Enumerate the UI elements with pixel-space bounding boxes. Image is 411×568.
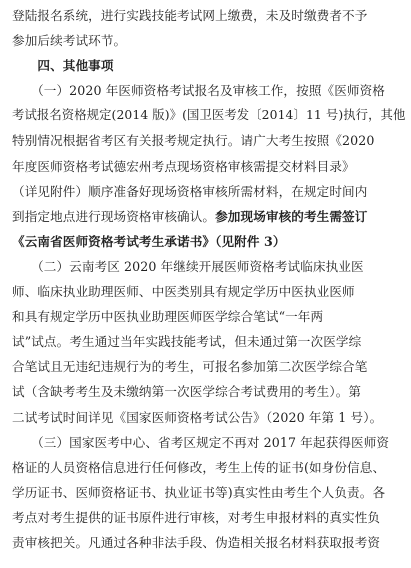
text-line: 合笔试且无违纪违规行为的考生，可报名参加第二次医学综合笔 (12, 359, 368, 375)
text-line (12, 204, 401, 229)
text-line: 登陆报名系统，进行实践技能考试网上缴费，未及时缴费者不予 (12, 8, 368, 23)
text-run: 到指定地点进行现场资格审核确认。 (12, 208, 216, 224)
text-line: 和具有规定学历中医执业助理医师医学综合笔试“一年两 (12, 309, 324, 325)
text-line: 年度医师资格考试德宏州考点现场资格审核需提交材料目录》 (12, 158, 355, 174)
text-line: 试（含缺考考生及未缴纳第一次医学综合考试费用的考生）。第 (12, 384, 362, 400)
text-line (12, 229, 401, 254)
text-line: 格证的人员资格信息进行任何修改，考生上传的证书(如身份信息、 (12, 459, 386, 475)
text-line: 试”试点。考生通过当年实践技能考试，但未通过第一次医学综 (12, 334, 362, 350)
text-line: 师、临床执业助理医师、中医类别具有规定学历中医执业医师 (12, 284, 355, 300)
text-line: 二试考试时间详见《国家医师资格考试公告》（2020 年第 1 号）。 (12, 409, 383, 425)
text-line (12, 53, 401, 78)
bold-text: 四、其他事项 (12, 58, 114, 74)
text-line: （详见附件）顺序准备好现场资格审核所需材料，在规定时间内 (12, 183, 368, 199)
text-line: 考点对考生提供的证书原件进行审核，对考生申报材料的真实性负 (12, 509, 381, 525)
text-line: 参加后续考试环节。 (12, 33, 127, 49)
bold-text: 参加现场审核的考生需签订 (215, 208, 368, 224)
text-line: （一）2020 年医师资格考试报名及审核工作，按照《医师资格 (12, 83, 385, 99)
text-line: 学历证书、医师资格证书、执业证书等)真实性由考生个人负责。各 (12, 484, 386, 500)
text-line: （二）云南考区 2020 年继续开展医师资格考试临床执业医 (12, 258, 364, 274)
text-line: 考试报名资格规定(2014 版)》(国卫医考发〔2014〕11 号)执行，其他 (12, 108, 406, 123)
text-line: 责审核把关。凡通过各种非法手段、伪造相关报名材料获取报考资 (12, 534, 381, 550)
bold-text: 《云南省医师资格考试考生承诺书》（见附件 3） (12, 233, 286, 249)
text-line: 特别情况根据省考区有关报考规定执行。请广大考生按照《2020 (12, 133, 375, 149)
text-line: （三）国家医考中心、省考区规定不再对 2017 年起获得医师资 (12, 434, 390, 450)
